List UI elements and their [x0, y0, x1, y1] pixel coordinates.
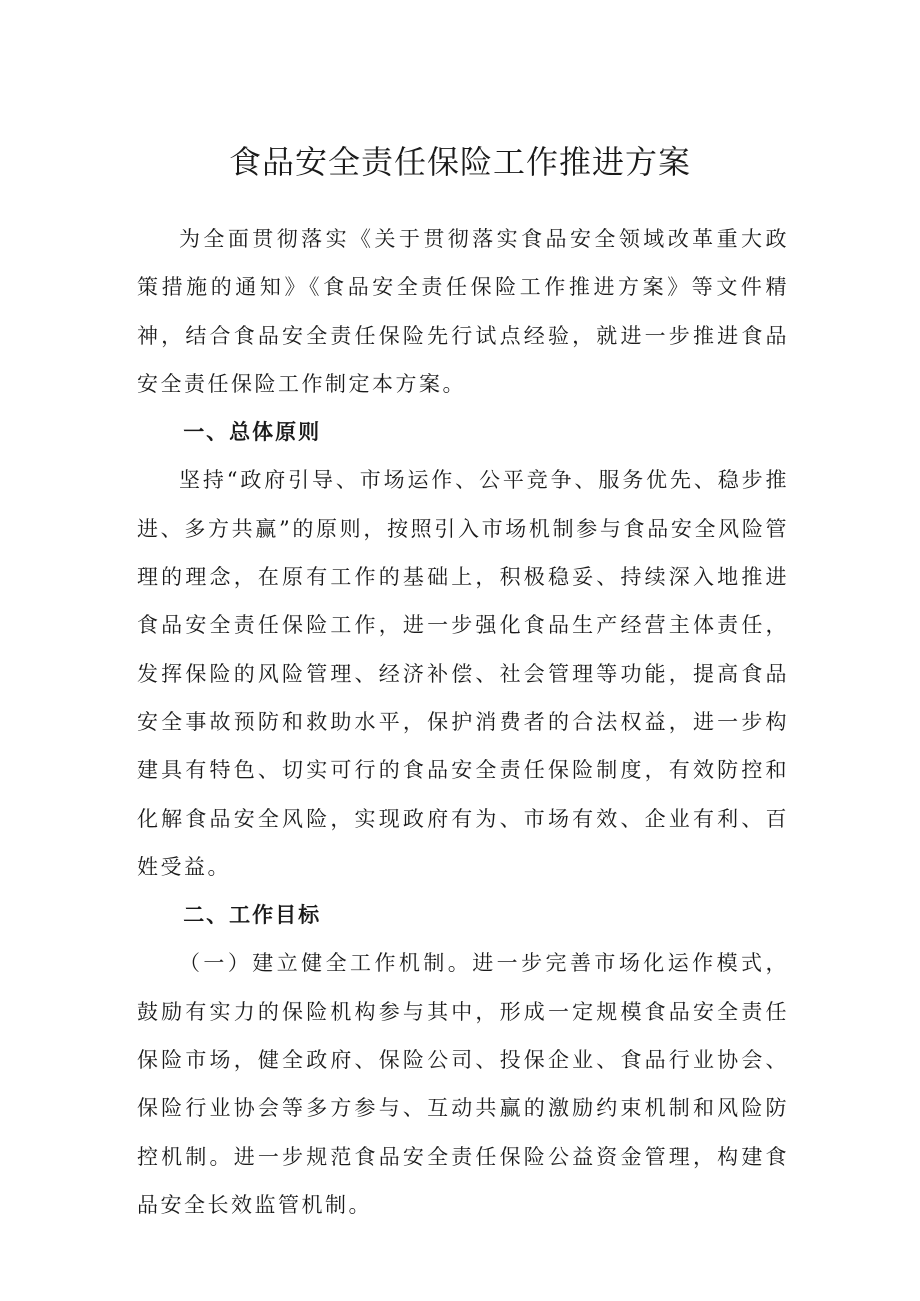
section-heading-goals: 二、工作目标	[183, 903, 322, 928]
document-body	[137, 215, 789, 1229]
intro-paragraph: 为全面贯彻落实《关于贯彻落实食品安全领域改革重大政策措施的通知》《食品安全责任保险工作推进方案》等文件精神，结合食品安全责任保险先行试点经验，就进一步推进食品安全责任保险工作制定本方案。	[137, 227, 789, 396]
document-title: 食品安全责任保险工作推进方案	[228, 143, 691, 181]
section-heading-principles: 一、总体原则	[183, 420, 322, 445]
principles-paragraph: 坚持“政府引导、市场运作、公平竞争、服务优先、稳步推进、多方共赢”的原则，按照引入市场机制参与食品安全风险管理的理念，在原有工作的基础上，积极稳妥、持续深入地推进食品安全责任保险工作，进一步强化食品生产经营主体责任，发挥保险的风险管理、经济补偿、社会管理等功能，提高食品安全事故预防和救助水平，保护消费者的合法权益，进一步构建具有特色、切实可行的食品安全责任保险制度，有效防控和化解食品安全风险，实现政府有为、市场有效、企业有利、百姓受益。	[137, 468, 789, 879]
goals-paragraph: （一）建立健全工作机制。进一步完善市场化运作模式，鼓励有实力的保险机构参与其中，形成一定规模食品安全责任保险市场，健全政府、保险公司、投保企业、食品行业协会、保险行业协会等多方参与、互动共赢的激励约束机制和风险防控机制。进一步规范食品安全责任保险公益资金管理，构建食品安全长效监管机制。	[137, 951, 789, 1217]
